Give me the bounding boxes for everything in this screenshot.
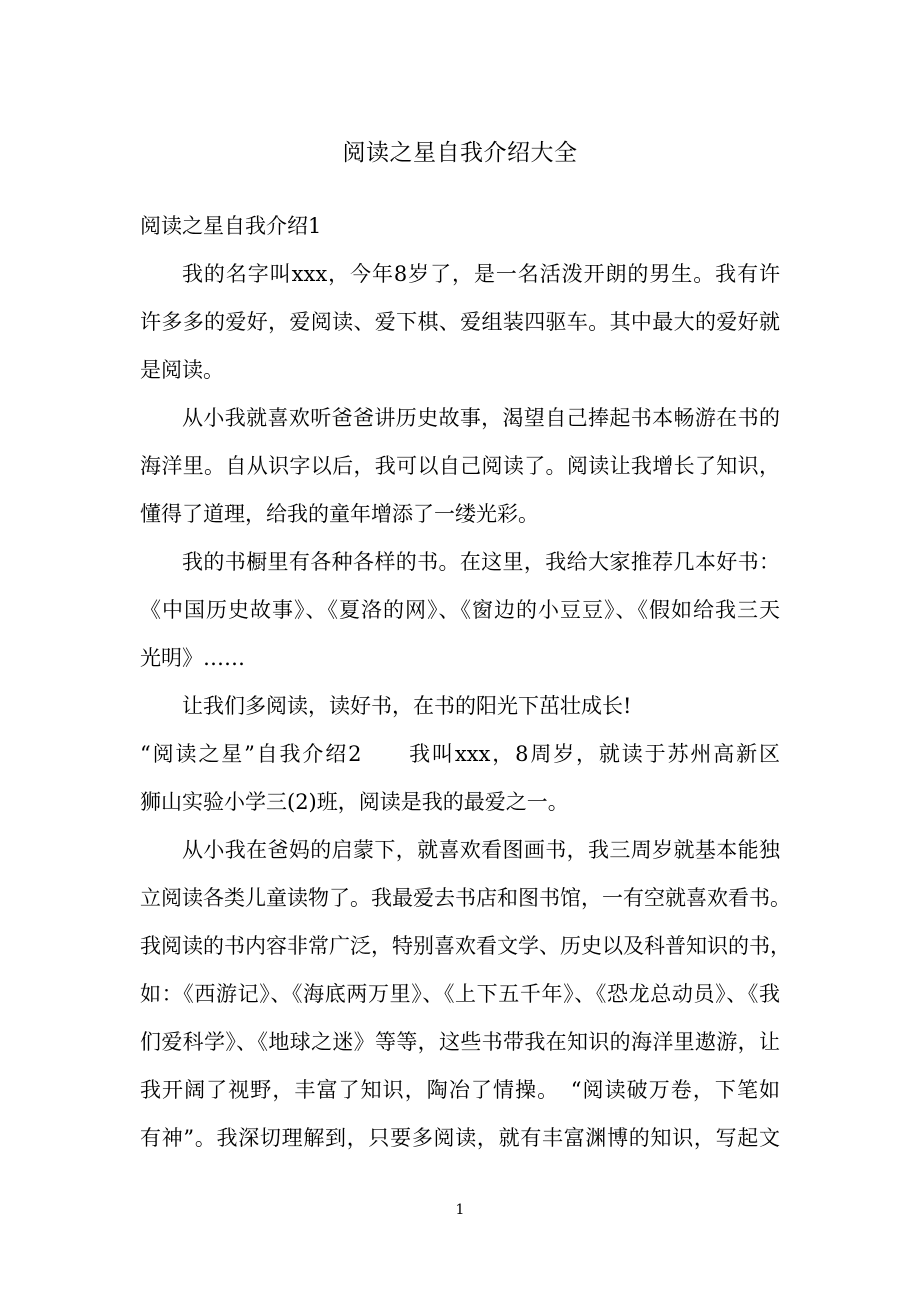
paragraph-line: 许多多的爱好，爱阅读、爱下棋、爱组装四驱车。其中最大的爱好就 <box>140 310 780 334</box>
paragraph-line: 从小我就喜欢听爸爸讲历史故事，渴望自己捧起书本畅游在书的 <box>182 406 780 430</box>
paragraph-line: 是阅读。 <box>140 358 224 382</box>
paragraph-line: 我的书橱里有各种各样的书。在这里，我给大家推荐几本好书： <box>182 550 780 574</box>
paragraph-line: 狮山实验小学三(2)班，阅读是我的最爱之一。 <box>140 790 569 814</box>
paragraph-line: 我的名字叫xxx，今年8岁了，是一名活泼开朗的男生。我有许 <box>182 262 780 286</box>
paragraph-line: 我阅读的书内容非常广泛，特别喜欢看文学、历史以及科普知识的书， <box>140 934 791 958</box>
paragraph-line: 光明》…… <box>140 646 245 670</box>
paragraph-line: 懂得了道理，给我的童年增添了一缕光彩。 <box>140 502 539 526</box>
section-heading-2: “阅读之星”自我介绍2 我叫xxx，8周岁，就读于苏州高新区 <box>140 742 780 766</box>
paragraph-line: 让我们多阅读，读好书，在书的阳光下茁壮成长! <box>182 694 632 718</box>
paragraph-line: 海洋里。自从识字以后，我可以自己阅读了。阅读让我增长了知识， <box>140 454 780 478</box>
paragraph-line: 有神”。我深切理解到，只要多阅读，就有丰富渊博的知识，写起文 <box>140 1126 780 1150</box>
paragraph-line: 《中国历史故事》、《夏洛的网》、《窗边的小豆豆》、《假如给我三天 <box>140 598 780 622</box>
paragraph-line: 立阅读各类儿童读物了。我最爱去书店和图书馆，一有空就喜欢看书。 <box>140 886 791 910</box>
paragraph-line: 如：《西游记》、《海底两万里》、《上下五千年》、《恐龙总动员》、《我 <box>140 982 780 1006</box>
paragraph-line: 们爱科学》、《地球之迷》等等，这些书带我在知识的海洋里遨游，让 <box>140 1030 780 1054</box>
paragraph-line: 我开阔了视野，丰富了知识，陶冶了情操。 “阅读破万卷，下笔如 <box>140 1078 780 1102</box>
document-title: 阅读之星自我介绍大全 <box>342 140 578 166</box>
section-heading-1: 阅读之星自我介绍1 <box>140 214 322 238</box>
paragraph-line: 从小我在爸妈的启蒙下，就喜欢看图画书，我三周岁就基本能独 <box>182 838 780 862</box>
page-number: 1 <box>455 1202 465 1218</box>
